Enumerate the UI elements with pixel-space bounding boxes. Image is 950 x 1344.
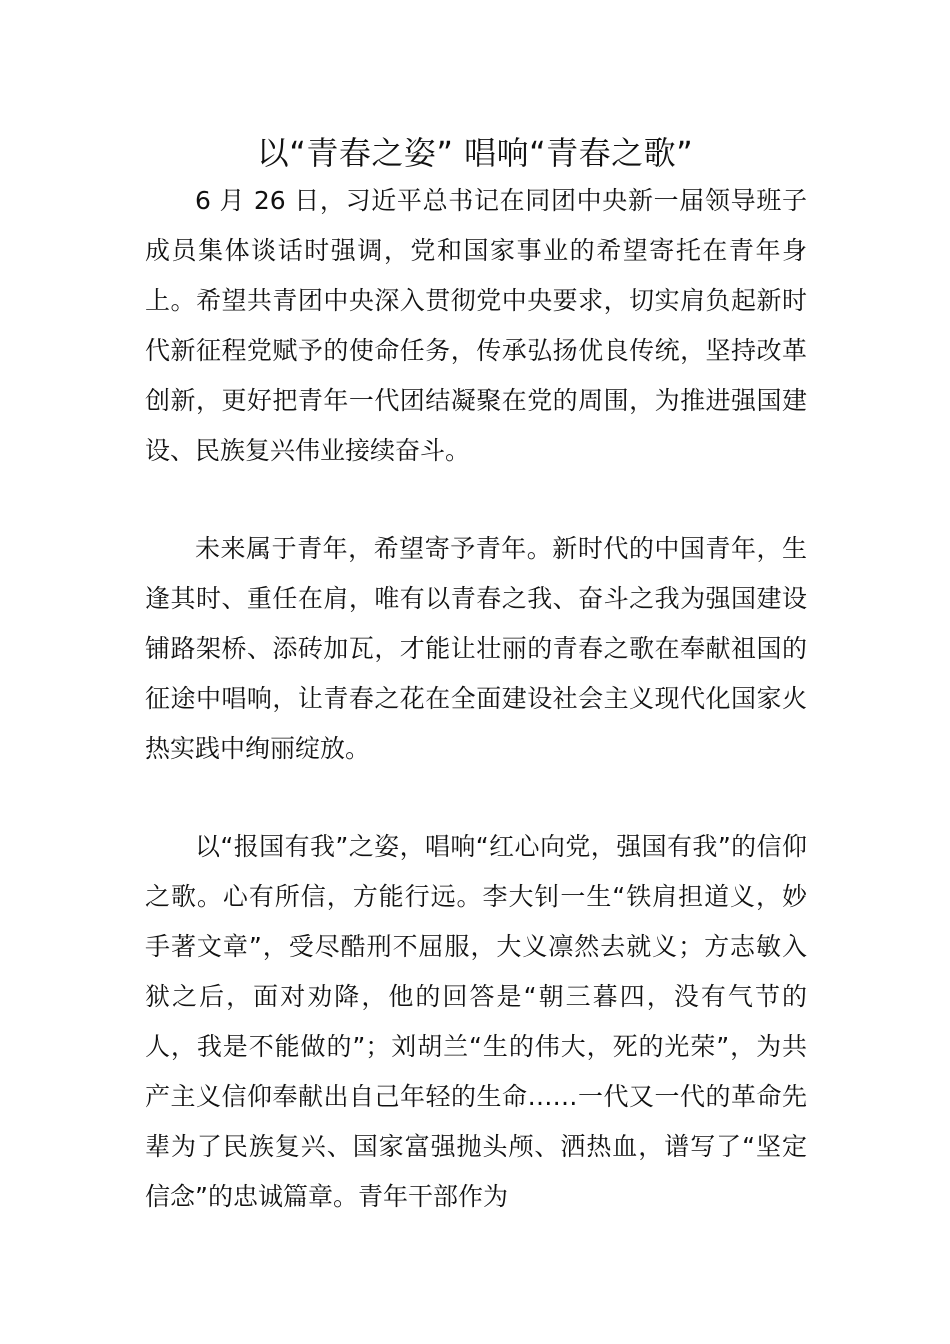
paragraph-block-3: [145, 822, 807, 1222]
paragraph-1: 6 月 26 日，习近平总书记在同团中央新一届领导班子成员集体谈话时强调，党和国家事业的希望寄托在青年身上。希望共青团中央深入贯彻党中央要求，切实肩负起新时代新征程党赋予的使命任务，传承弘扬优良传统，坚持改革创新，更好把青年一代团结凝聚在党的周围，为推进强国建设、民族复兴伟业接续奋斗。: [145, 186, 807, 465]
paragraph-2: 未来属于青年，希望寄予青年。新时代的中国青年，生逢其时、重任在肩，唯有以青春之我、奋斗之我为强国建设铺路架桥、添砖加瓦，才能让壮丽的青春之歌在奉献祖国的征途中唱响，让青春之花在全面建设社会主义现代化国家火热实践中绚丽绽放。: [145, 534, 807, 763]
paragraph-block-2: [145, 524, 807, 774]
paragraph-block-1: [145, 176, 807, 476]
document-title: 以“青春之姿” 唱响“青春之歌”: [256, 134, 694, 172]
paragraph-3: 以“报国有我”之姿，唱响“红心向党，强国有我”的信仰之歌。心有所信，方能行远。李大钊一生“铁肩担道义，妙手著文章”，受尽酷刑不屈服，大义凛然去就义；方志敏入狱之后，面对劝降，他的回答是“朝三暮四，没有气节的人，我是不能做的”；刘胡兰“生的伟大，死的光荣”，为共产主义信仰奉献出自己年轻的生命……一代又一代的革命先辈为了民族复兴、国家富强抛头颅、洒热血，谱写了“坚定信念”的忠诚篇章。青年干部作为: [145, 832, 807, 1211]
